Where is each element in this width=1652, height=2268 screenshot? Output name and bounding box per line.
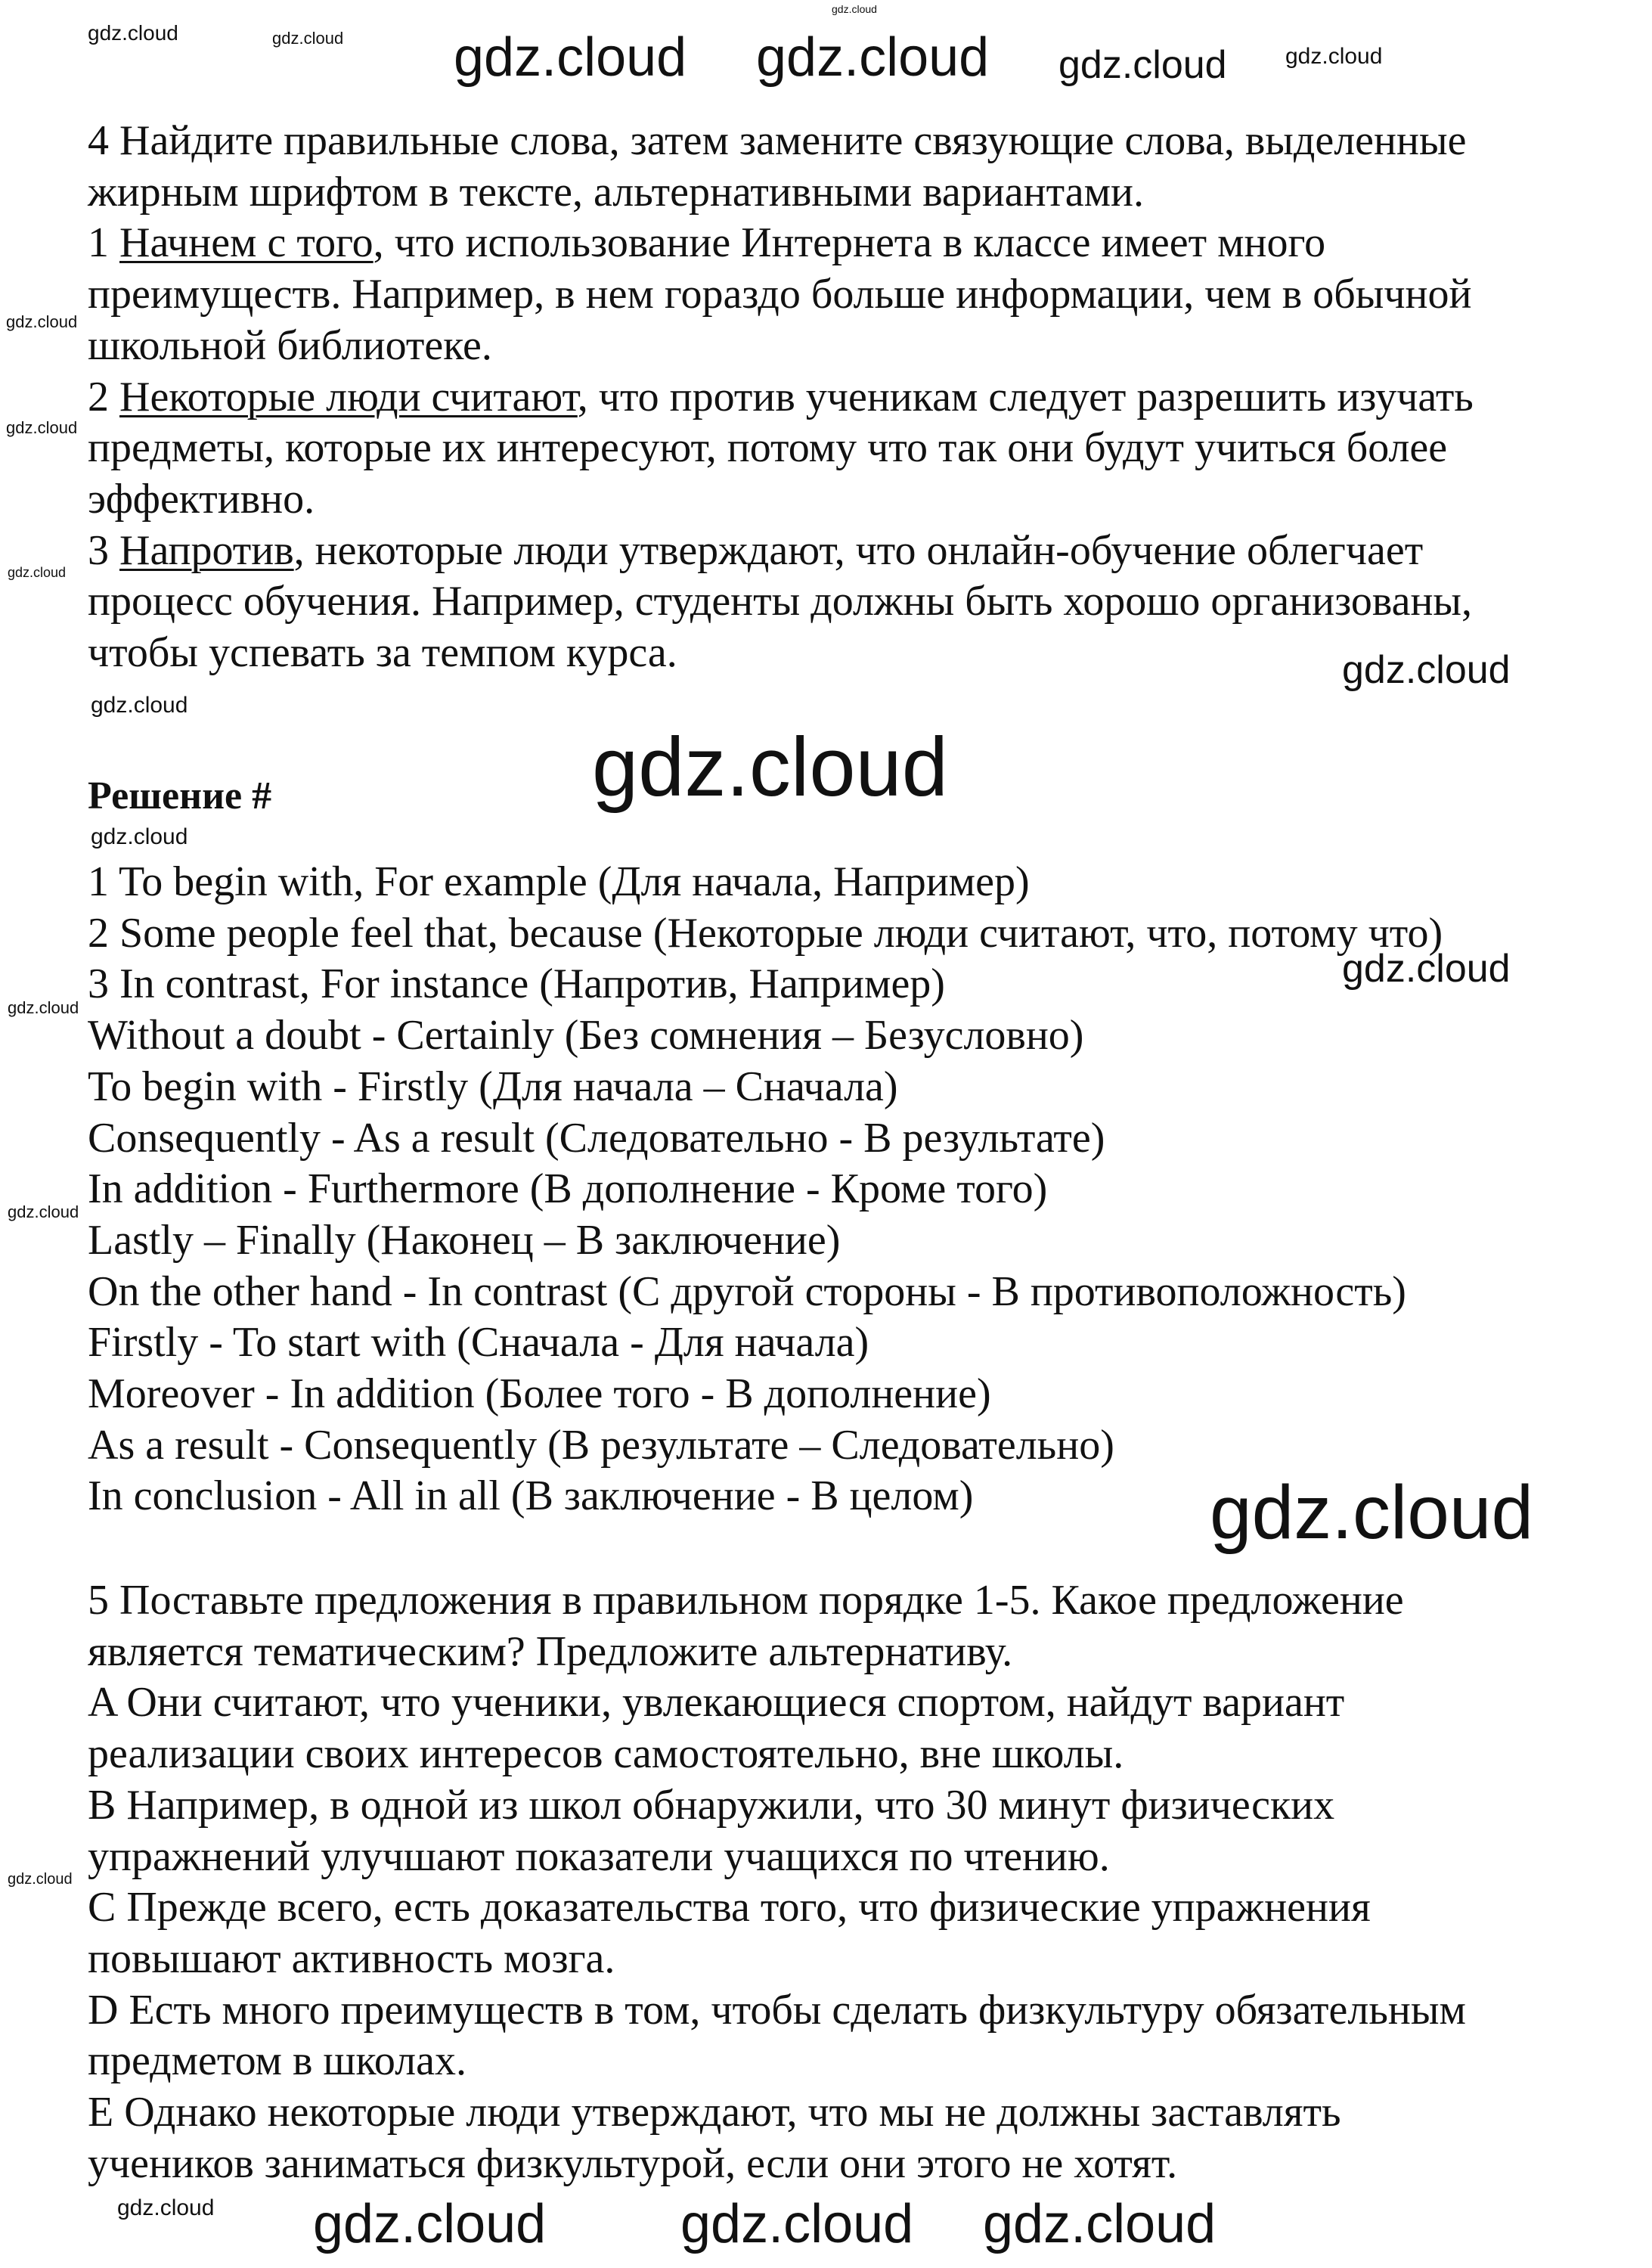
text-line: жирным шрифтом в тексте, альтернативными вариантами.: [88, 168, 1144, 216]
text-line: D Есть много преимуществ в том, чтобы сделать физкультуру обязательным: [88, 1986, 1466, 2034]
text-line: является тематическим? Предложите альтернативу.: [88, 1627, 1013, 1675]
text-line: процесс обучения. Например, студенты должны быть хорошо организованы,: [88, 578, 1473, 625]
solution-heading: Решение #: [88, 774, 272, 818]
watermark: gdz.cloud: [1058, 43, 1227, 87]
watermark: gdz.cloud: [680, 2194, 914, 2254]
watermark: gdz.cloud: [88, 21, 178, 45]
text-line: On the other hand - In contrast (С другой стороны - В противоположность): [88, 1267, 1406, 1315]
watermark: gdz.cloud: [1210, 1470, 1534, 1555]
watermark: gdz.cloud: [313, 2194, 547, 2254]
text-line: 3 Напротив, некоторые люди утверждают, что онлайн-обучение облегчает: [88, 526, 1424, 574]
task-4-text: [88, 116, 1474, 679]
text-line: предметы, которые их интересуют, потому что так они будут учиться более: [88, 424, 1448, 472]
watermark: gdz.cloud: [592, 721, 948, 814]
watermark: gdz.cloud: [117, 2195, 215, 2220]
text-line: Lastly – Finally (Наконец – В заключение): [88, 1216, 841, 1264]
text-line: 2 Some people feel that, because (Некоторые люди считают, что, потому что): [88, 909, 1443, 957]
text-line: 2 Некоторые люди считают, что против ученикам следует разрешить изучать: [88, 373, 1474, 420]
text-line: Moreover - In addition (Более того - В дополнение): [88, 1370, 991, 1418]
text-line: 4 Найдите правильные слова, затем замените связующие слова, выделенные: [88, 117, 1467, 164]
text-line: E Однако некоторые люди утверждают, что мы не должны заставлять: [88, 2089, 1341, 2136]
underlined-phrase: Начнем с того: [119, 219, 373, 267]
watermark: gdz.cloud: [8, 998, 79, 1017]
text-line: In addition - Furthermore (В дополнение - Кроме того): [88, 1165, 1048, 1213]
text-line: учеников заниматься физкультурой, если они этого не хотят.: [88, 2139, 1178, 2187]
watermark: gdz.cloud: [983, 2194, 1217, 2254]
text-line: чтобы успевать за темпом курса.: [88, 629, 677, 677]
text-line: школьной библиотеке.: [88, 321, 492, 369]
text-line: Firstly - To start with (Сначала - Для начала): [88, 1319, 869, 1367]
watermark: gdz.cloud: [6, 418, 78, 437]
watermark: gdz.cloud: [6, 312, 78, 331]
solution-text: [88, 857, 1443, 1522]
underlined-phrase: Некоторые люди считают: [119, 373, 578, 420]
watermark: gdz.cloud: [1342, 648, 1511, 692]
watermark: gdz.cloud: [832, 3, 877, 15]
text-line: 5 Поставьте предложения в правильном порядке 1-5. Какое предложение: [88, 1577, 1404, 1624]
watermark: gdz.cloud: [756, 27, 990, 88]
text-line: преимуществ. Например, в нем гораздо больше информации, чем в обычной: [88, 271, 1472, 318]
text-line: C Прежде всего, есть доказательства того, что физические упражнения: [88, 1884, 1371, 1931]
text-line: 3 In contrast, For instance (Напротив, Например): [88, 960, 945, 1008]
text-line: A Они считают, что ученики, увлекающиеся спортом, найдут вариант: [88, 1679, 1345, 1727]
watermark: gdz.cloud: [8, 1202, 79, 1221]
text-line: In conclusion - All in all (В заключение - В целом): [88, 1472, 974, 1520]
text-line: Without a doubt - Certainly (Без сомнения – Безусловно): [88, 1012, 1084, 1060]
watermark: gdz.cloud: [1342, 947, 1511, 991]
text-line: B Например, в одной из школ обнаружили, что 30 минут физических: [88, 1781, 1335, 1829]
watermark: gdz.cloud: [1285, 44, 1383, 69]
text-line: 1 To begin with, For example (Для начала, Например): [88, 858, 1030, 905]
task-5-text: [88, 1575, 1466, 2189]
watermark: gdz.cloud: [8, 565, 67, 580]
text-line: To begin with - Firstly (Для начала – Сначала): [88, 1063, 898, 1110]
watermark: gdz.cloud: [8, 1871, 73, 1888]
underlined-phrase: Напротив: [119, 526, 294, 574]
text-line: эффективно.: [88, 475, 315, 523]
text-line: 1 Начнем с того, что использование Интернета в классе имеет много: [88, 219, 1326, 267]
text-line: упражнений улучшают показатели учащихся по чтению.: [88, 1832, 1110, 1880]
text-line: реализации своих интересов самостоятельно, вне школы.: [88, 1730, 1124, 1778]
watermark: gdz.cloud: [91, 824, 188, 849]
text-line: повышают активность мозга.: [88, 1934, 615, 1982]
text-line: Consequently - As a result (Следовательно - В результате): [88, 1114, 1105, 1162]
watermark: gdz.cloud: [454, 27, 687, 88]
watermark: gdz.cloud: [91, 693, 188, 718]
text-line: предметом в школах.: [88, 2037, 466, 2085]
watermark: gdz.cloud: [272, 29, 344, 48]
text-line: As a result - Consequently (В результате – Следовательно): [88, 1421, 1114, 1469]
